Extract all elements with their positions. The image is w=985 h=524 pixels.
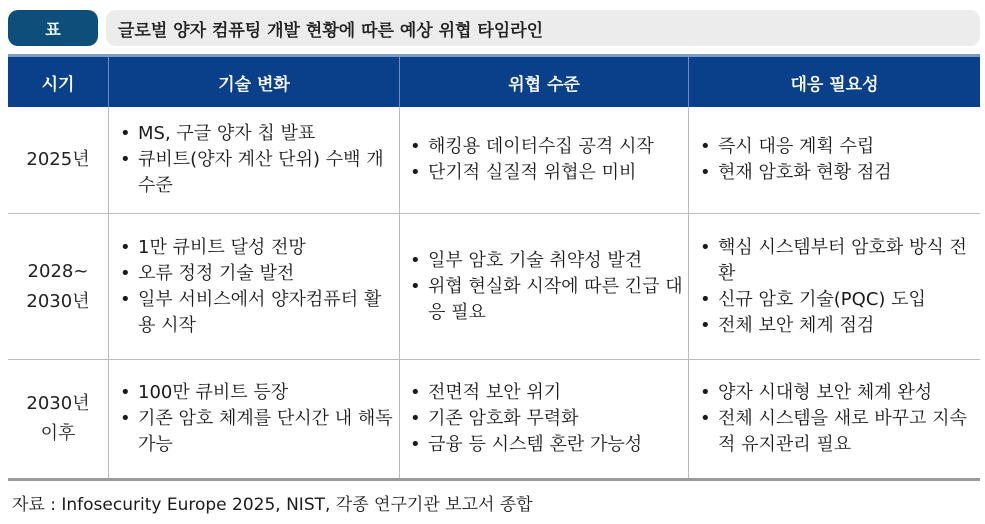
- header-threat: 위협 수준: [508, 74, 580, 95]
- table-row-2028: [8, 214, 108, 359]
- list-item: • 전면적 보안 위기: [402, 380, 686, 406]
- source-note: 자료 : Infosecurity Europe 2025, NIST, 각종 연구기관 보고서 종합: [12, 495, 533, 515]
- list-item: • 현재 암호화 현황 점검: [692, 160, 978, 186]
- list-item: • 1만 큐비트 달성 전망: [112, 235, 397, 261]
- table-row-2025: [8, 107, 108, 213]
- table-title: 글로벌 양자 컴퓨팅 개발 현황에 따른 예상 위협 타임라인: [118, 20, 544, 41]
- cell-threat-2025: [402, 107, 686, 213]
- list-item: • 즉시 대응 계획 수립: [692, 134, 978, 160]
- cell-tech-2030: [112, 360, 397, 478]
- list-item: • 단기적 실질적 위협은 미비: [402, 160, 686, 186]
- list-item: • 일부 암호 기술 취약성 발견: [402, 248, 686, 274]
- list-item: • 해킹용 데이터수집 공격 시작: [402, 134, 686, 160]
- header-tech: 기술 변화: [218, 74, 290, 95]
- table-badge: 표: [8, 10, 98, 46]
- list-item: • 핵심 시스템부터 암호화 방식 전환: [692, 235, 978, 287]
- cell-threat-2028: [402, 214, 686, 359]
- period-label: 2030년: [26, 393, 90, 414]
- list-item: • 일부 서비스에서 양자컴퓨터 활용 시작: [112, 287, 397, 339]
- list-item: • 100만 큐비트 등장: [112, 380, 397, 406]
- cell-response-2030: [692, 360, 978, 478]
- list-item: • 기존 암호 체계를 단시간 내 해독 가능: [112, 406, 397, 458]
- title-bar: [8, 10, 980, 46]
- list-item: • 금융 등 시스템 혼란 가능성: [402, 432, 686, 458]
- period-label: 2025년: [26, 149, 90, 170]
- list-item: • 양자 시대형 보안 체계 완성: [692, 380, 978, 406]
- list-item: • 신규 암호 기술(PQC) 도입: [692, 287, 978, 313]
- header-response: 대응 필요성: [790, 74, 879, 95]
- cell-tech-2028: [112, 214, 397, 359]
- list-item: • MS, 구글 양자 칩 발표: [112, 121, 397, 147]
- header-row: [8, 54, 980, 107]
- period-label: 2030년: [26, 290, 90, 312]
- list-item: • 오류 정정 기술 발전: [112, 261, 397, 287]
- cell-response-2025: [692, 107, 978, 213]
- period-label: 이후: [40, 423, 76, 444]
- cell-response-2028: [692, 214, 978, 359]
- list-item: • 전체 시스템을 새로 바꾸고 지속적 유지관리 필요: [692, 406, 978, 458]
- cell-threat-2030: [402, 360, 686, 478]
- list-item: • 위협 현실화 시작에 따른 긴급 대응 필요: [402, 274, 686, 326]
- list-item: • 큐비트(양자 계산 단위) 수백 개 수준: [112, 147, 397, 199]
- table-title-box: [106, 10, 980, 46]
- header-period: 시기: [41, 74, 75, 95]
- period-label: 2028~: [27, 260, 89, 282]
- table-row-2030: [8, 360, 108, 478]
- cell-tech-2025: [112, 107, 397, 213]
- list-item: • 기존 암호화 무력화: [402, 406, 686, 432]
- timeline-table: [8, 54, 980, 480]
- list-item: • 전체 보안 체계 점검: [692, 313, 978, 339]
